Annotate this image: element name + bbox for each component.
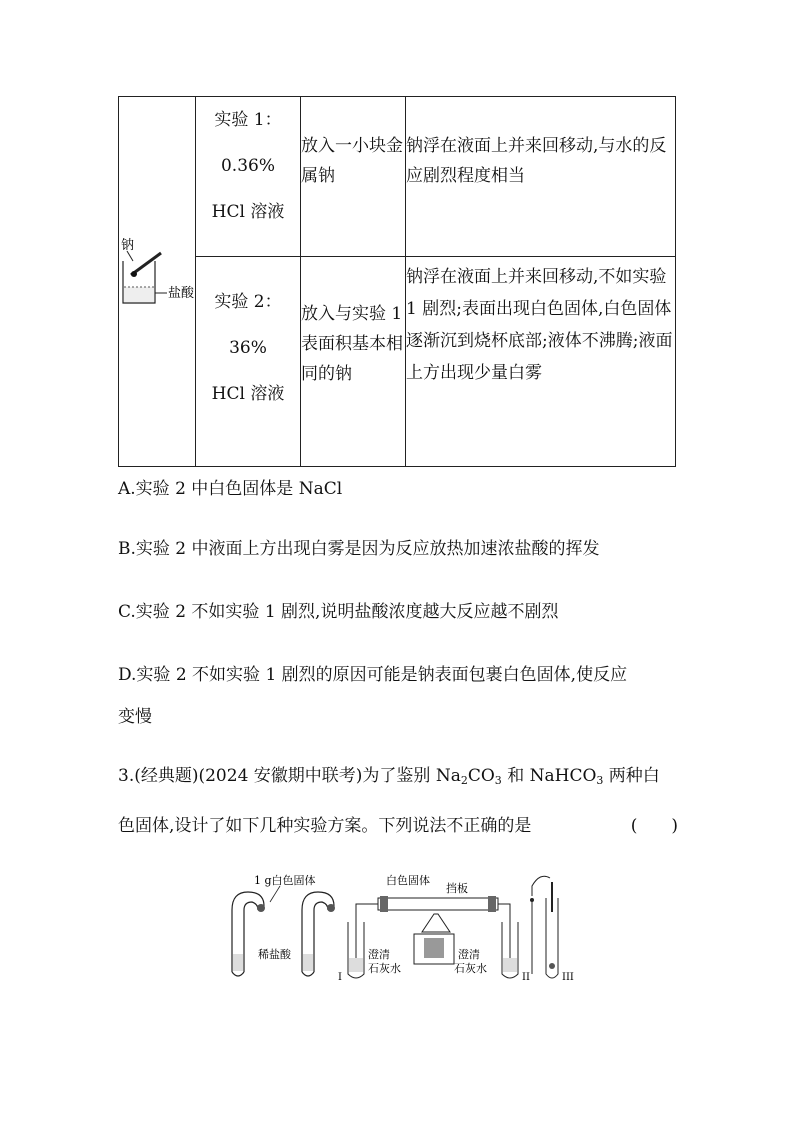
exp2-operation-text: 放入与实验 1 表面积基本相同的钠	[301, 304, 403, 384]
q3-sub: 2	[460, 774, 468, 787]
exp1-operation-text: 放入一小块金属钠	[301, 136, 403, 186]
question3-line1	[118, 754, 678, 798]
setup-I	[232, 873, 342, 983]
q3-text: 色固体,设计了如下几种实验方案。下列说法不正确的是	[118, 816, 532, 836]
option-c: C.实验 2 不如实验 1 剧烈,说明盐酸浓度越大反应越不剧烈	[118, 602, 559, 622]
table-row	[119, 97, 676, 257]
setup-III	[530, 876, 574, 983]
option-a: A.实验 2 中白色固体是 NaCl	[118, 479, 343, 499]
option-d: D.实验 2 不如实验 1 剧烈的原因可能是钠表面包裹白色固体,使反应	[118, 665, 628, 685]
q3-text: 和 NaHCO	[501, 766, 597, 786]
exp2-line: 实验 2：	[214, 292, 282, 312]
label-limewater-b2: 石灰水	[454, 962, 487, 975]
q3-text: 两种白	[603, 766, 660, 786]
exp1-line: 实验 1：	[214, 110, 282, 130]
exp1-line: 0.36%	[220, 156, 275, 176]
experiment-figure	[210, 862, 590, 992]
label-dilute-hcl: 稀盐酸	[258, 948, 291, 961]
q3-sub: 3	[596, 774, 604, 787]
q3-sub: 3	[494, 774, 502, 787]
option-d-cont: 变慢	[118, 707, 152, 727]
label-limewater-a2: 石灰水	[368, 962, 401, 975]
beaker-sodium-diagram	[119, 227, 195, 327]
setup-II	[348, 873, 530, 983]
question3-line2	[118, 804, 678, 848]
exp2-name-cell	[196, 257, 301, 467]
label-1g-solid: 1 g白色固体	[254, 874, 316, 887]
exp1-phenomenon	[406, 97, 676, 257]
q3-text: 3.(经典题)(2024 安徽期中联考)为了鉴别 Na	[118, 766, 461, 786]
option-b: B.实验 2 中液面上方出现白雾是因为反应放热加速浓盐酸的挥发	[118, 539, 600, 559]
exp1-line: HCl 溶液	[211, 202, 285, 222]
answer-paren: ( )	[630, 816, 678, 836]
experiment-table	[118, 96, 676, 467]
label-I: I	[338, 972, 342, 983]
label-limewater-a1: 澄清	[368, 948, 390, 961]
label-baffle: 挡板	[446, 882, 468, 895]
sodium-label: 钠	[121, 237, 135, 253]
table-row	[119, 257, 676, 467]
label-II: II	[522, 972, 530, 983]
label-white-solid: 白色固体	[386, 874, 430, 887]
q3-text: CO	[467, 766, 495, 786]
exp2-phenomenon	[406, 257, 676, 467]
exp2-line: HCl 溶液	[211, 384, 285, 404]
label-limewater-b1: 澄清	[458, 948, 480, 961]
label-III: III	[562, 972, 574, 983]
exp1-phenomenon-text: 钠浮在液面上并来回移动,与水的反应剧烈程度相当	[406, 136, 667, 186]
exp1-operation	[301, 97, 406, 257]
exp1-name-cell	[196, 97, 301, 257]
exp2-line: 36%	[229, 338, 267, 358]
exp2-phenomenon-text: 钠浮在液面上并来回移动,不如实验 1 剧烈;表面出现白色固体,白色固体逐渐沉到烧杯底部;液体不沸腾;液面上方出现少量白雾	[406, 267, 673, 383]
acid-label: 盐酸	[168, 285, 195, 301]
exp2-operation	[301, 257, 406, 467]
apparatus-cell	[119, 97, 196, 467]
